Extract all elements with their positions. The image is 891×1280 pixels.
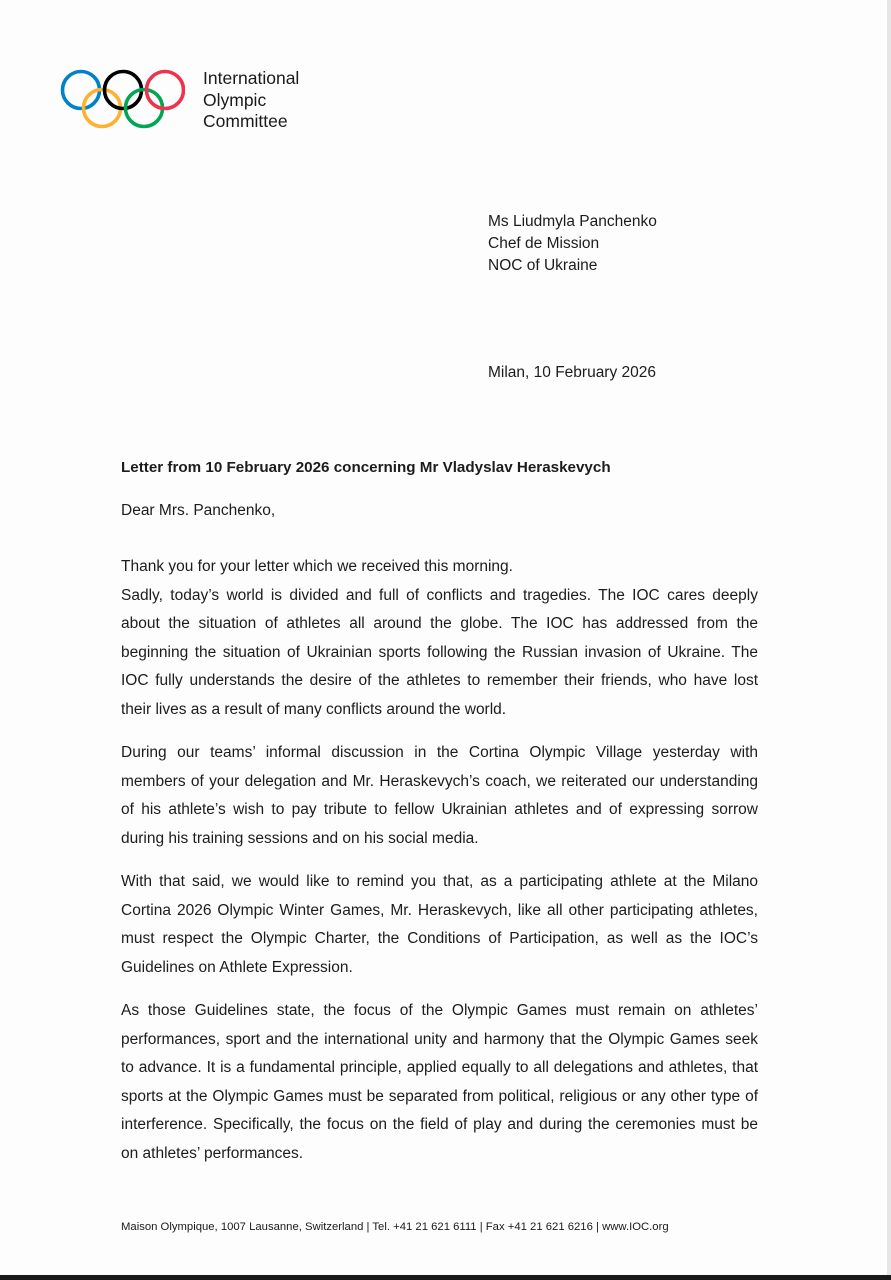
letter-date: Milan, 10 February 2026 xyxy=(488,364,657,381)
olympic-rings-icon xyxy=(60,68,185,130)
salutation: Dear Mrs. Panchenko, xyxy=(121,502,276,519)
letter-footer: Maison Olympique, 1007 Lausanne, Switzerland | Tel. +41 21 621 6111 | Fax +41 21 621 6216 | www.IOC.org xyxy=(121,1221,669,1233)
recipient-address xyxy=(488,211,657,277)
paragraph-1-opening: Thank you for your letter which we received this morning. xyxy=(121,558,513,575)
recipient-organization: NOC of Ukraine xyxy=(488,257,598,274)
paragraph-1 xyxy=(121,553,758,724)
letter-subject: Letter from 10 February 2026 concerning Mr Vladyslav Heraskevych xyxy=(121,459,611,476)
org-name-line: Olympic xyxy=(203,89,267,110)
page-edge-shadow xyxy=(887,0,891,1280)
paragraph-4: As those Guidelines state, the focus of the Olympic Games must remain on athletes’ performances, sport and the international unity and harmony that the Olympic Games seek to advance. It is a fundamental principle, applied equally to all delegations and athletes, that sports at the Olympic Games must be separated from political, religious or any other type of interference. Specifically, the focus on the field of play and during the ceremonies must be on athletes’ performances. xyxy=(121,1002,758,1162)
page-bottom-edge xyxy=(0,1275,891,1280)
paragraph-3: With that said, we would like to remind you that, as a participating athlete at the Milano Cortina 2026 Olympic Winter Games, Mr. Heraskevych, like all other participating athletes, must respect the Olympic Charter, the Conditions of Participation, as well as the IOC’s Guidelines on Athlete Expression. xyxy=(121,873,758,976)
paragraph-1-body: Sadly, today’s world is divided and full of conflicts and tragedies. The IOC cares deeply about the situation of athletes all around the globe. The IOC has addressed from the beginning the situation of Ukrainian sports following the Russian invasion of Ukraine. The IOC fully understands the desire of the athletes to remember their friends, who have lost their lives as a result of many conflicts around the world. xyxy=(121,586,758,718)
recipient-name: Ms Liudmyla Panchenko xyxy=(488,213,657,230)
org-name-line: Committee xyxy=(203,111,288,131)
organization-name xyxy=(203,68,299,133)
org-name-line: International xyxy=(203,68,300,88)
paragraph-2: During our teams’ informal discussion in the Cortina Olympic Village yesterday with members of your delegation and Mr. Heraskevych’s coach, we reiterated our understanding of his athlete’s wish to pay tribute to fellow Ukrainian athletes and of expressing sorrow during his training sessions and on his social media. xyxy=(121,744,758,847)
recipient-title: Chef de Mission xyxy=(488,235,600,252)
